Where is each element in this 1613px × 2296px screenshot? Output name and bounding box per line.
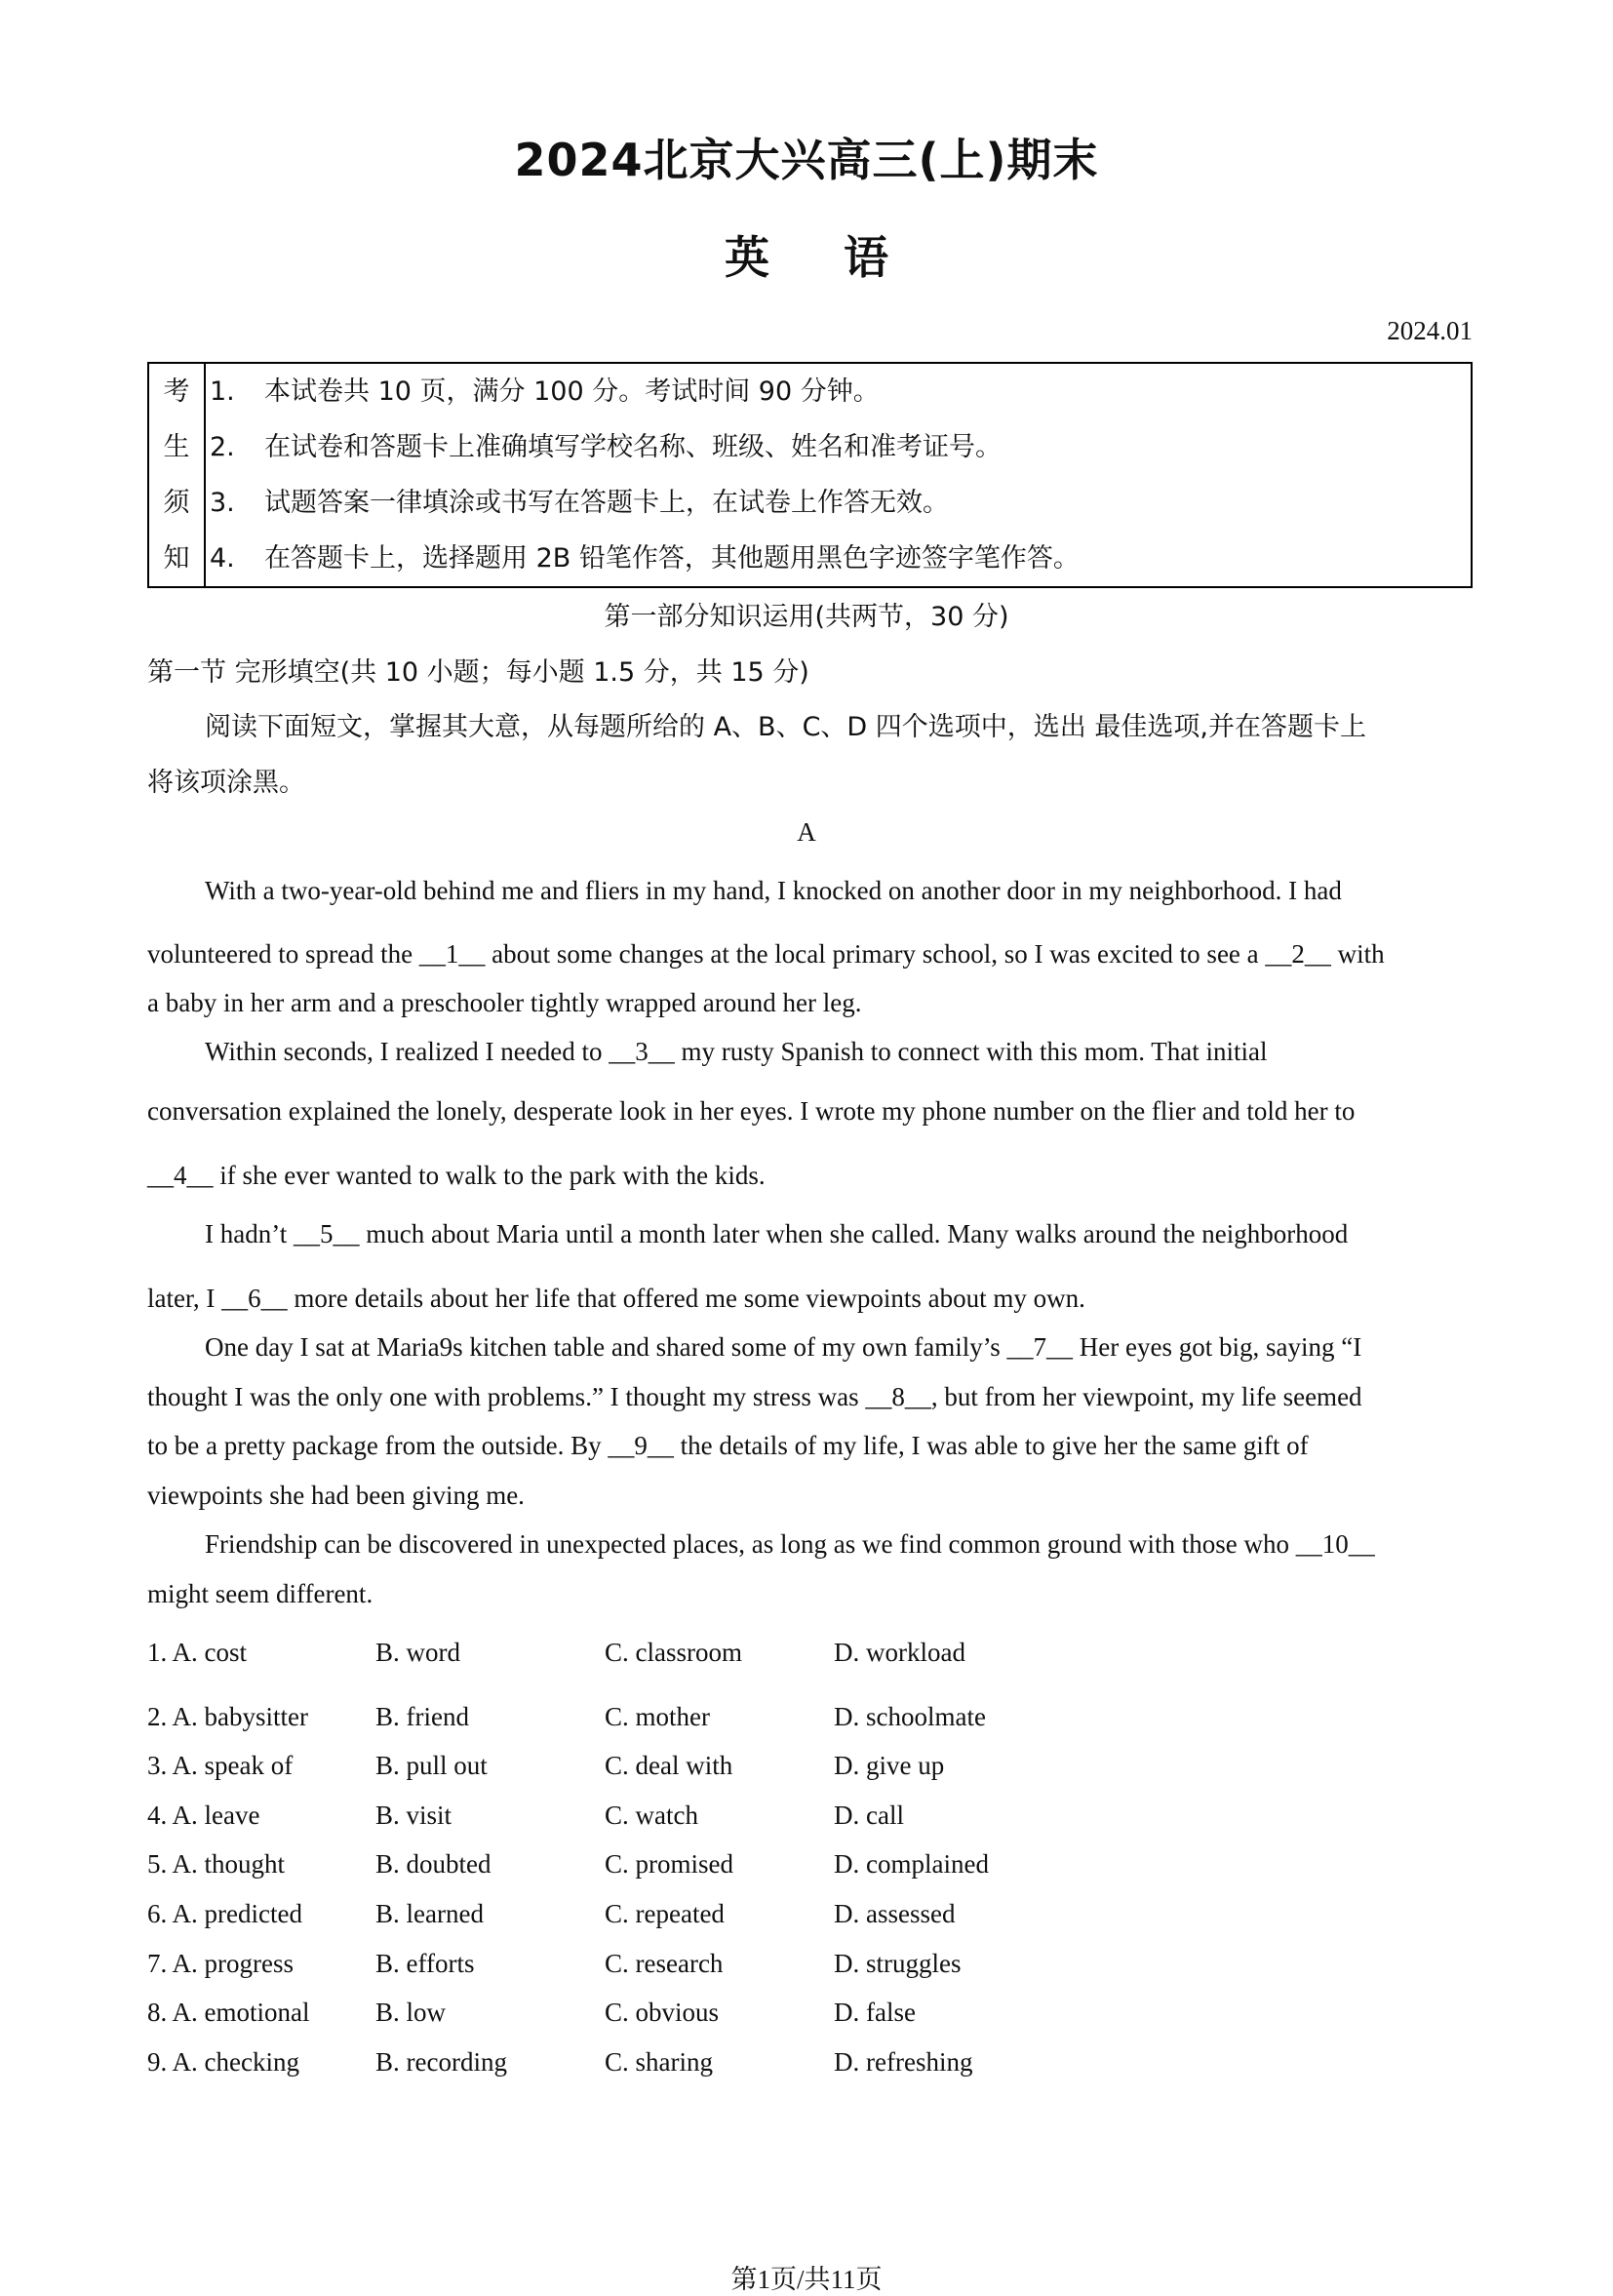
notice-item-text: 试题答案一律填涂或书写在答题卡上，在试卷上作答无效。 bbox=[264, 488, 949, 518]
passage-line: might seem different. bbox=[147, 1579, 374, 1608]
notice-item-text: 在答题卡上，选择题用 2B 铅笔作答，其他题用黑色字迹签字笔作答。 bbox=[264, 543, 1080, 574]
option-a: 4. A. leave bbox=[147, 1801, 260, 1830]
passage-line: to be a pretty package from the outside. By __9__ the details of my life, I was able to give her the same gift of bbox=[147, 1431, 1309, 1460]
option-a: 3. A. speak of bbox=[147, 1751, 294, 1780]
notice-side-char: 须 bbox=[163, 488, 190, 518]
notice-item-number: 3. bbox=[210, 488, 235, 518]
exam-notice-box bbox=[147, 362, 1473, 588]
notice-item bbox=[210, 481, 949, 519]
option-a: 5. A. thought bbox=[147, 1849, 286, 1879]
instruction-line: 阅读下面短文，掌握其大意，从每题所给的 A、B、C、D 四个选项中，选出 最佳选项,并在答题卡上 bbox=[205, 712, 1366, 742]
passage-line: One day I sat at Maria9s kitchen table and shared some of my own family’s __7__ Her eyes got big, saying “I bbox=[205, 1332, 1362, 1362]
notice-item bbox=[210, 370, 880, 408]
page-number: 第1页/共11页 bbox=[730, 2265, 883, 2294]
option-d: D. give up bbox=[834, 1751, 945, 1780]
notice-item-text: 本试卷共 10 页，满分 100 分。考试时间 90 分钟。 bbox=[264, 376, 880, 407]
notice-item-number: 4. bbox=[210, 543, 235, 574]
notice-item-number: 2. bbox=[210, 432, 235, 462]
notice-item-number: 1. bbox=[210, 376, 235, 407]
option-a: 7. A. progress bbox=[147, 1949, 294, 1978]
option-d: D. assessed bbox=[834, 1899, 956, 1928]
option-a: 9. A. checking bbox=[147, 2047, 299, 2077]
option-c: C. watch bbox=[605, 1801, 698, 1830]
notice-side-char: 知 bbox=[163, 543, 190, 574]
option-d: D. call bbox=[834, 1801, 904, 1830]
option-b: B. word bbox=[375, 1638, 460, 1667]
option-d: D. complained bbox=[834, 1849, 989, 1879]
option-d: D. false bbox=[834, 1998, 916, 2027]
option-d: D. workload bbox=[834, 1638, 965, 1667]
option-d: D. refreshing bbox=[834, 2047, 973, 2077]
passage-line: Within seconds, I realized I needed to __3__ my rusty Spanish to connect with this mom. That initial bbox=[205, 1037, 1268, 1066]
option-b: B. recording bbox=[375, 2047, 507, 2077]
exam-title: 2024北京大兴高三(上)期末 bbox=[514, 134, 1099, 186]
option-c: C. sharing bbox=[605, 2047, 713, 2077]
subject-title: 英 语 bbox=[724, 231, 888, 284]
option-b: B. friend bbox=[375, 1702, 469, 1731]
passage-label: A bbox=[797, 817, 816, 847]
option-b: B. pull out bbox=[375, 1751, 488, 1780]
notice-item bbox=[210, 536, 1080, 574]
option-c: C. repeated bbox=[605, 1899, 725, 1928]
notice-side-label bbox=[149, 364, 206, 586]
passage-line: later, I __6__ more details about her life that offered me some viewpoints about my own. bbox=[147, 1284, 1085, 1313]
option-c: C. research bbox=[605, 1949, 724, 1978]
passage-line: thought I was the only one with problems.” I thought my stress was __8__, but from her viewpoint, my life seemed bbox=[147, 1382, 1362, 1411]
passage-line: volunteered to spread the __1__ about some changes at the local primary school, so I was excited to see a __2__ with bbox=[147, 939, 1385, 969]
section-heading: 第一节 完形填空(共 10 小题；每小题 1.5 分，共 15 分) bbox=[147, 657, 809, 688]
option-b: B. doubted bbox=[375, 1849, 492, 1879]
option-b: B. efforts bbox=[375, 1949, 475, 1978]
part-heading: 第一部分知识运用(共两节，30 分) bbox=[604, 602, 1009, 632]
option-b: B. learned bbox=[375, 1899, 484, 1928]
option-c: C. deal with bbox=[605, 1751, 733, 1780]
option-a: 1. A. cost bbox=[147, 1638, 248, 1667]
passage-line: __4__ if she ever wanted to walk to the park with the kids. bbox=[147, 1161, 766, 1190]
notice-side-char: 生 bbox=[163, 432, 190, 462]
passage-line: With a two-year-old behind me and fliers in my hand, I knocked on another door in my neighborhood. I had bbox=[205, 876, 1342, 905]
notice-item-text: 在试卷和答题卡上准确填写学校名称、班级、姓名和准考证号。 bbox=[264, 432, 1002, 462]
option-b: B. low bbox=[375, 1998, 447, 2027]
option-c: C. classroom bbox=[605, 1638, 742, 1667]
option-b: B. visit bbox=[375, 1801, 452, 1830]
option-a: 8. A. emotional bbox=[147, 1998, 310, 2027]
instruction-line: 将该项涂黑。 bbox=[147, 768, 305, 798]
option-c: C. promised bbox=[605, 1849, 733, 1879]
option-c: C. obvious bbox=[605, 1998, 720, 2027]
option-d: D. struggles bbox=[834, 1949, 962, 1978]
option-d: D. schoolmate bbox=[834, 1702, 986, 1731]
exam-date: 2024.01 bbox=[1387, 316, 1473, 345]
option-a: 2. A. babysitter bbox=[147, 1702, 308, 1731]
notice-item bbox=[210, 425, 1002, 463]
option-c: C. mother bbox=[605, 1702, 710, 1731]
notice-side-char: 考 bbox=[163, 376, 190, 407]
passage-line: a baby in her arm and a preschooler tightly wrapped around her leg. bbox=[147, 988, 862, 1017]
passage-line: viewpoints she had been giving me. bbox=[147, 1481, 525, 1510]
option-a: 6. A. predicted bbox=[147, 1899, 302, 1928]
passage-line: conversation explained the lonely, desperate look in her eyes. I wrote my phone number on the flier and told her to bbox=[147, 1096, 1356, 1126]
passage-line: I hadn’t __5__ much about Maria until a month later when she called. Many walks around the neighborhood bbox=[205, 1219, 1349, 1248]
passage-line: Friendship can be discovered in unexpected places, as long as we find common ground with those who __10__ bbox=[205, 1529, 1375, 1559]
